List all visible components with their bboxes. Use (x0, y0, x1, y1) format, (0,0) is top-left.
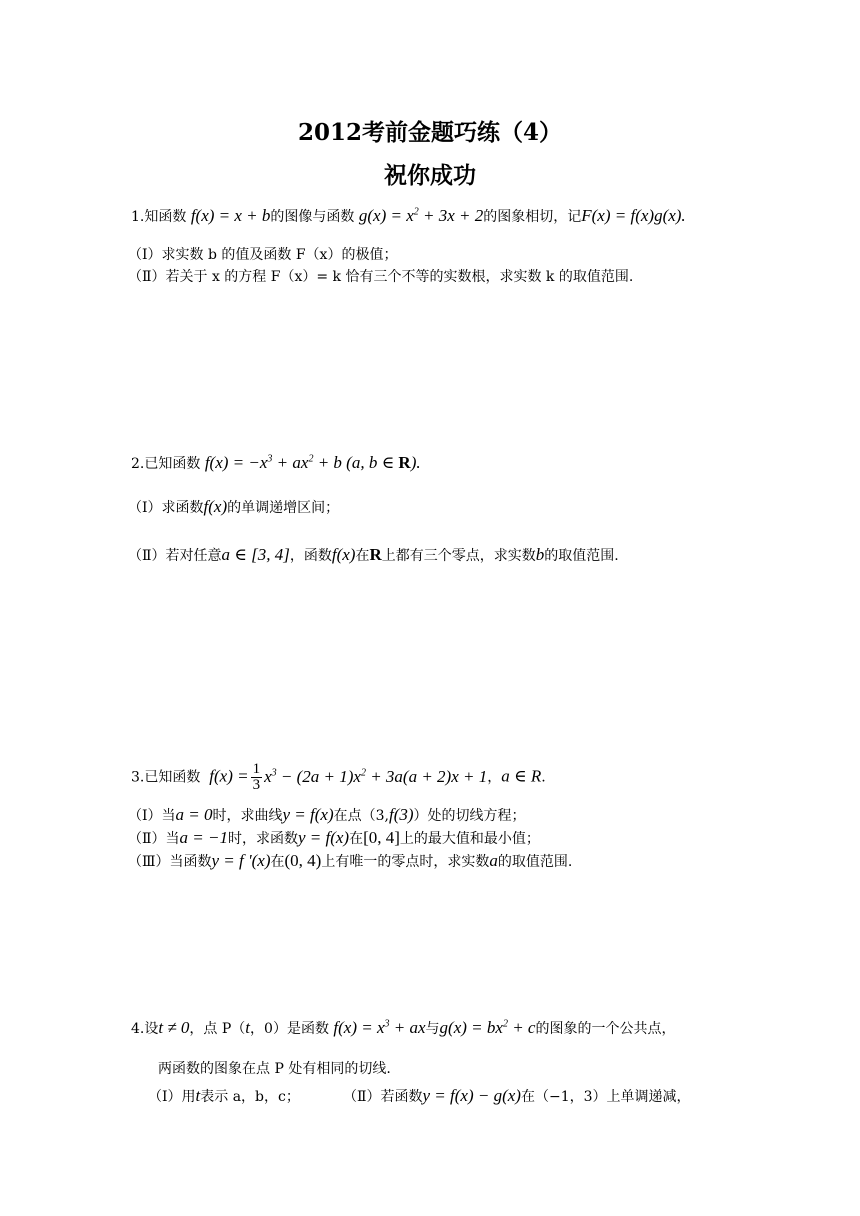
q3-fraction: $\frac{1}{3}$ (252, 761, 261, 793)
q4-number: 4. (131, 1021, 145, 1037)
question-4-stem-line-2: 两函数的图象在点 P 处有相同的切线. (158, 1061, 391, 1077)
page-title: 2012考前金题巧练（4） (297, 119, 563, 146)
question-3-stem: 3.已知函数 f(x) = $\frac{1}{3}$ $x^3 - (2a + 1)x^2 + 3a(a + 2)x + 1$，a ∈ R. (131, 761, 546, 793)
q2-number: 2. (131, 456, 145, 472)
question-3-part-3: （Ⅲ）当函数y = f '(x)在(0, 4)上有唯一的零点时，求实数a的取值范围. (128, 851, 573, 870)
question-4-part-1: （Ⅰ）用t表示 a，b，c； (148, 1086, 300, 1105)
question-2-part-1: （Ⅰ）求函数f(x)的单调递增区间； (128, 497, 340, 516)
question-1-stem: 1.知函数 f(x) = x + b的图像与函数 $g(x) = x^2 + 3x + 2$的图象相切，记F(x) = f(x)g(x). (131, 206, 686, 225)
question-4-part-2: （Ⅱ）若函数y = f(x) − g(x)在（−1，3）上单调递减， (343, 1086, 691, 1105)
question-1-part-1: （Ⅰ）求实数 b 的值及函数 F（x）的极值； (128, 247, 398, 263)
q3-number: 3. (131, 769, 145, 786)
q1-formula-F: F(x) = f(x)g(x). (581, 206, 686, 225)
q1-formula-f: f(x) = x + b (190, 206, 271, 225)
question-4-stem: 4.设t ≠ 0，点 P（t，0）是函数 $f(x) = x^3$ + ax与$g(x) = bx^2 + c$的图象的一个公共点， (131, 1018, 676, 1037)
page-subtitle: 祝你成功 (384, 162, 476, 189)
q2-formula: $f(x) = -x^3 + ax^2 + b$ (a, b ∈ R). (204, 453, 421, 472)
question-2-stem: 2.已知函数 $f(x) = -x^3 + ax^2 + b$ (a, b ∈ R). (131, 453, 421, 472)
question-1-part-2: （Ⅱ）若关于 x 的方程 F（x）= k 恰有三个不等的实数根，求实数 k 的取值范围. (128, 269, 634, 285)
question-3-part-2: （Ⅱ）当a = −1时，求函数y = f(x)在[0, 4]上的最大值和最小值； (128, 828, 540, 847)
question-2-part-2: （Ⅱ）若对任意a ∈ [3, 4]，函数f(x)在R上都有三个零点，求实数b的取值范围. (128, 545, 619, 564)
q1-formula-g: $g(x) = x^2 + 3x + 2$ (358, 206, 484, 225)
q1-number: 1. (131, 209, 145, 225)
question-3-part-1: （Ⅰ）当a = 0时，求曲线y = f(x)在点（3,f(3)）处的切线方程； (128, 805, 526, 824)
